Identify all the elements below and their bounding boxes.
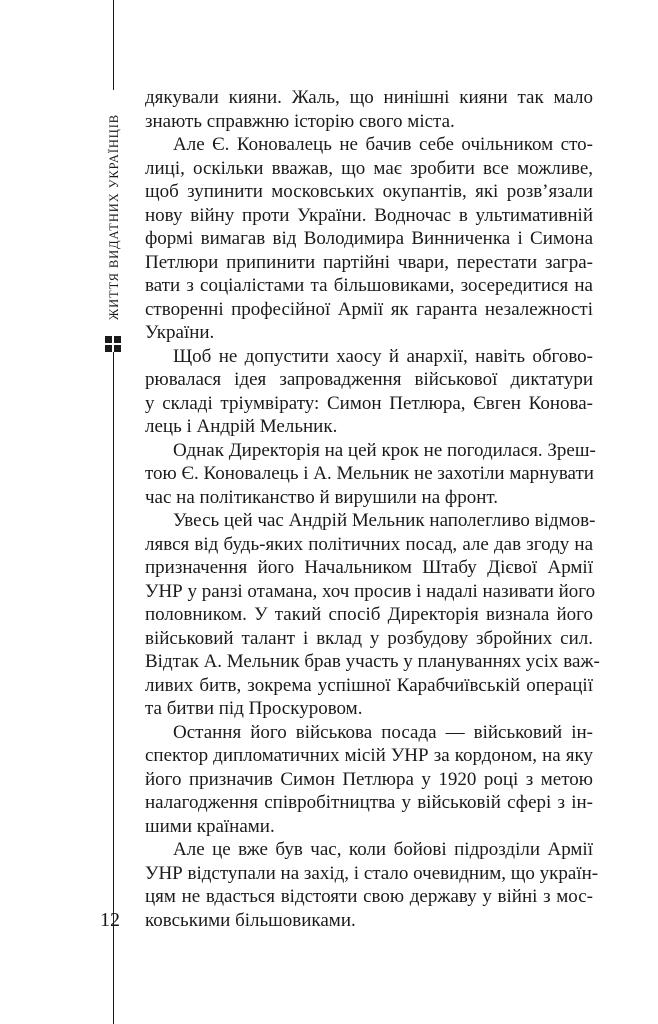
- running-head: ЖИТТЯ ВИДАТНИХ УКРАЇНЦІВ: [107, 113, 121, 321]
- text-line: половником. У такий спосіб Директорія визнала його: [145, 604, 593, 625]
- section-marker-ornament: [105, 336, 122, 353]
- text-line: у складі тріумвірату: Симон Петлюра, Євген Конова-: [145, 392, 593, 414]
- text-line: дякували кияни. Жаль, що нинішні кияни так мало: [145, 87, 593, 108]
- text-line: формі вимагав від Володимира Винниченка і Симона: [145, 228, 593, 249]
- text-line: спектор дипломатичних місій УНР за кордоном, на яку: [145, 745, 593, 766]
- text-line: створенні професійної Армії як гаранта незалежності: [145, 298, 593, 320]
- text-line: шими країнами.: [145, 815, 275, 837]
- text-line: час на політиканство й вирушили на фронт.: [145, 486, 499, 508]
- text-line: налагодження співробітництва у військовій сфері з ін-: [145, 792, 593, 813]
- text-line: щоб зупинити московських окупантів, які розв’язали: [145, 181, 593, 202]
- text-line: УНР у ранзі отамана, хоч просив і надалі називати його: [145, 580, 596, 602]
- text-line: Відтак А. Мельник брав участь у плануваннях усіх важ-: [145, 651, 600, 672]
- text-line: лець і Андрій Мельник.: [145, 416, 338, 437]
- text-line: вати з соціалістами та більшовиками, зосередитися на: [145, 275, 593, 296]
- text-line: знають справжню історію свого міста.: [145, 110, 455, 132]
- text-line: України.: [145, 322, 215, 343]
- text-line: Щоб не допустити хаосу й анархії, навіть обгово-: [173, 345, 593, 367]
- text-line: нову війну проти України. Водночас в ультимативній: [145, 204, 593, 226]
- text-line: лявся від будь-яких політичних посад, але дав згоду на: [145, 533, 593, 555]
- text-line: Увесь цей час Андрій Мельник наполегливо відмов-: [173, 510, 596, 531]
- text-line: Але це вже був час, коли бойові підрозділи Армії: [173, 839, 593, 860]
- text-line: Остання його військова посада — військовий ін-: [173, 721, 593, 743]
- text-line: Однак Директорія на цей крок не погодилася. Зреш-: [173, 439, 596, 461]
- text-line: рювалася ідея запровадження військової диктатури: [145, 369, 593, 390]
- text-line: ковськими більшовиками.: [145, 909, 356, 931]
- text-line: Петлюри припинити партійні чвари, перестати загра-: [145, 251, 593, 273]
- text-line: тою Є. Коновалець і А. Мельник не захотіли марнувати: [145, 463, 594, 484]
- text-line: ливих битв, зокрема успішної Карабчиївській операції: [145, 674, 593, 696]
- text-line: Але Є. Коновалець не бачив себе очільником сто-: [173, 134, 593, 155]
- page-number: 12: [100, 909, 120, 931]
- text-line: його призначив Симон Петлюра у 1920 році з метою: [145, 768, 593, 790]
- text-line: цям не вдасться відстояти свою державу у війні з мос-: [145, 886, 593, 907]
- margin-rule-top: [113, 0, 114, 90]
- text-line: призначення його Начальником Штабу Дієвої Армії: [145, 557, 593, 578]
- text-line: та битви під Проскуровом.: [145, 698, 363, 719]
- text-line: лиці, оскільки вважав, що має зробити все можливе,: [145, 157, 593, 179]
- text-line: військовий талант і вклад у розбудову збройних сил.: [145, 627, 593, 649]
- body-text: [145, 86, 600, 932]
- text-line: УНР відступали на захід, і стало очевидним, що україн-: [145, 862, 599, 884]
